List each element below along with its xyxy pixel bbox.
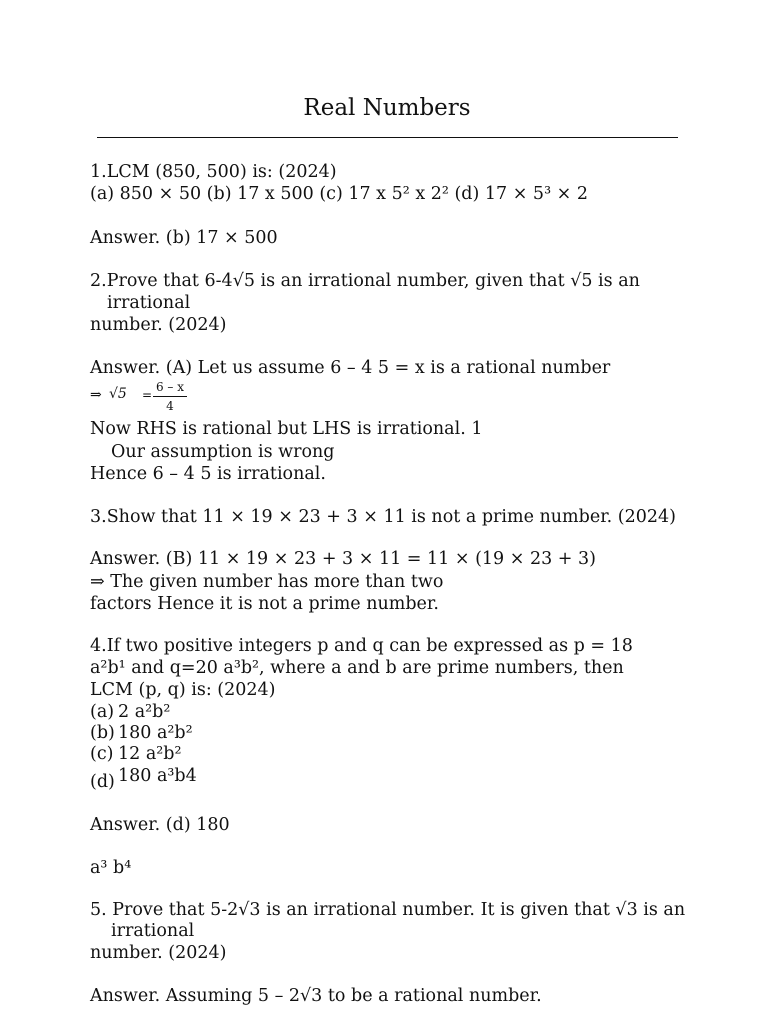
equals-sign: = [142, 388, 153, 402]
q1-question: 1.LCM (850, 500) is: (2024) [90, 162, 337, 182]
q4-option-a [90, 701, 170, 723]
q3-answer-line3: factors Hence it is not a prime number. [90, 594, 439, 614]
option-text: 180 a²b² [118, 723, 193, 743]
q2-answer-line2: Now RHS is rational but LHS is irrational. 1 [90, 419, 483, 439]
q2-formula [90, 380, 210, 416]
option-text: 180 a³b4 [118, 766, 197, 786]
q4-option-c [90, 743, 182, 765]
q4-question-line3: LCM (p, q) is: (2024) [90, 680, 276, 700]
q4-option-b [90, 722, 193, 744]
option-label: (b) [90, 723, 115, 743]
title-rule [97, 137, 678, 138]
q5-question-line1: 5. Prove that 5-2√3 is an irrational number. It is given that √3 is an [90, 900, 686, 920]
q5-answer-line1: Answer. Assuming 5 – 2√3 to be a rational number. [90, 986, 542, 1006]
option-label: (a) [90, 702, 115, 722]
q3-question: 3.Show that 11 × 19 × 23 + 3 × 11 is not a prime number. (2024) [90, 507, 676, 527]
q5-question-line3: number. (2024) [90, 943, 227, 963]
q2-answer-line4: Hence 6 – 4 5 is irrational. [90, 464, 326, 484]
fraction-denominator: 4 [166, 399, 174, 413]
q5-question-line2: irrational [111, 921, 195, 941]
q2-question-line1: 2.Prove that 6-4√5 is an irrational number, given that √5 is an [90, 271, 640, 291]
q4-answer-line2: a³ b⁴ [90, 858, 132, 878]
implies-arrow: ⇒ [90, 387, 102, 403]
option-label: (c) [90, 744, 114, 764]
q3-answer-line1: Answer. (B) 11 × 19 × 23 + 3 × 11 = 11 × (19 × 23 + 3) [90, 549, 596, 569]
option-text: 12 a²b² [118, 744, 182, 764]
q1-answer: Answer. (b) 17 × 500 [90, 228, 278, 248]
fraction-bar [153, 396, 187, 397]
option-text: 2 a²b² [118, 702, 171, 722]
fraction-numerator: 6 – x [155, 380, 185, 394]
root-five: √5 [109, 386, 127, 402]
q1-options: (a) 850 × 50 (b) 17 x 500 (c) 17 x 5² x 2² (d) 17 × 5³ × 2 [90, 184, 589, 204]
q4-option-d [90, 765, 197, 792]
page-title: Real Numbers [303, 95, 471, 121]
q4-answer-line1: Answer. (d) 180 [90, 815, 230, 835]
q2-question-line2: irrational [107, 293, 191, 313]
q2-question-line3: number. (2024) [90, 315, 227, 335]
q2-answer-line1: Answer. (A) Let us assume 6 – 4 5 = x is a rational number [90, 358, 611, 378]
option-label: (d) [90, 772, 115, 792]
q4-question-line2: a²b¹ and q=20 a³b², where a and b are prime numbers, then [90, 658, 624, 678]
q3-answer-line2: ⇒ The given number has more than two [90, 572, 444, 592]
q4-question-line1: 4.If two positive integers p and q can be expressed as p = 18 [90, 636, 633, 656]
q2-answer-line3: Our assumption is wrong [111, 442, 335, 462]
